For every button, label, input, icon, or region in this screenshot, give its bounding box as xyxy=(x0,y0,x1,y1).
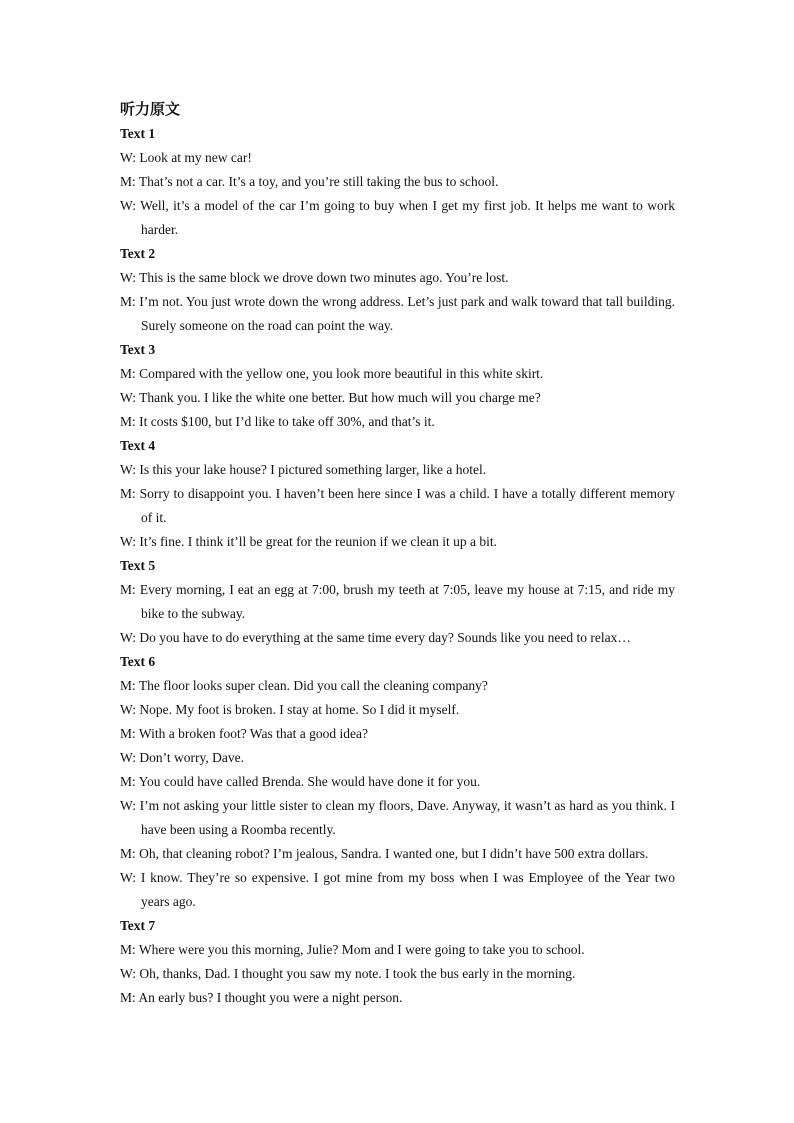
dialogue-line: M: Oh, that cleaning robot? I’m jealous, Sandra. I wanted one, but I didn’t have 500 extra dollars. xyxy=(120,846,649,861)
dialogue-line: M: With a broken foot? Was that a good idea? xyxy=(120,726,368,741)
dialogue-line: W: Look at my new car! xyxy=(120,150,252,165)
section-heading: Text 6 xyxy=(120,654,156,669)
section-heading: Text 5 xyxy=(120,558,156,573)
dialogue-line: M: An early bus? I thought you were a night person. xyxy=(120,990,403,1005)
dialogue-line: W: It’s fine. I think it’ll be great for the reunion if we clean it up a bit. xyxy=(120,534,498,549)
dialogue-line: W: I know. They’re so expensive. I got mine from my boss when I was Employee of the Year two years ago. xyxy=(120,870,675,909)
dialogue-line: M: The floor looks super clean. Did you call the cleaning company? xyxy=(120,678,488,693)
dialogue-line: W: Oh, thanks, Dad. I thought you saw my note. I took the bus early in the morning. xyxy=(120,966,576,981)
dialogue-line: W: Nope. My foot is broken. I stay at home. So I did it myself. xyxy=(120,702,460,717)
section-heading: Text 3 xyxy=(120,342,156,357)
section-heading: Text 2 xyxy=(120,246,156,261)
dialogue-line: M: Where were you this morning, Julie? Mom and I were going to take you to school. xyxy=(120,942,585,957)
dialogue-line: M: Every morning, I eat an egg at 7:00, brush my teeth at 7:05, leave my house at 7:15, and ride my bike to the subway. xyxy=(120,582,675,621)
section-heading: Text 1 xyxy=(120,126,156,141)
dialogue-line: W: Well, it’s a model of the car I’m going to buy when I get my first job. It helps me want to work harder. xyxy=(120,198,675,237)
page-title: 听力原文 xyxy=(120,102,181,118)
transcript-body xyxy=(120,98,675,1010)
dialogue-line: M: It costs $100, but I’d like to take off 30%, and that’s it. xyxy=(120,414,435,429)
dialogue-line: W: Is this your lake house? I pictured something larger, like a hotel. xyxy=(120,462,487,477)
section-heading: Text 4 xyxy=(120,438,156,453)
dialogue-line: W: I’m not asking your little sister to clean my floors, Dave. Anyway, it wasn’t as hard as you think. I have been using a Roomba recently. xyxy=(120,798,675,837)
dialogue-line: W: Thank you. I like the white one better. But how much will you charge me? xyxy=(120,390,541,405)
dialogue-line: M: You could have called Brenda. She would have done it for you. xyxy=(120,774,481,789)
dialogue-line: W: Do you have to do everything at the same time every day? Sounds like you need to relax… xyxy=(120,630,631,645)
dialogue-line: W: Don’t worry, Dave. xyxy=(120,750,244,765)
section-heading: Text 7 xyxy=(120,918,156,933)
dialogue-line: M: That’s not a car. It’s a toy, and you’re still taking the bus to school. xyxy=(120,174,499,189)
dialogue-line: M: I’m not. You just wrote down the wrong address. Let’s just park and walk toward that tall building. Surely someone on the road can point the way. xyxy=(120,294,675,333)
dialogue-line: M: Sorry to disappoint you. I haven’t been here since I was a child. I have a totally different memory of it. xyxy=(120,486,675,525)
dialogue-line: W: This is the same block we drove down two minutes ago. You’re lost. xyxy=(120,270,509,285)
dialogue-line: M: Compared with the yellow one, you look more beautiful in this white skirt. xyxy=(120,366,544,381)
